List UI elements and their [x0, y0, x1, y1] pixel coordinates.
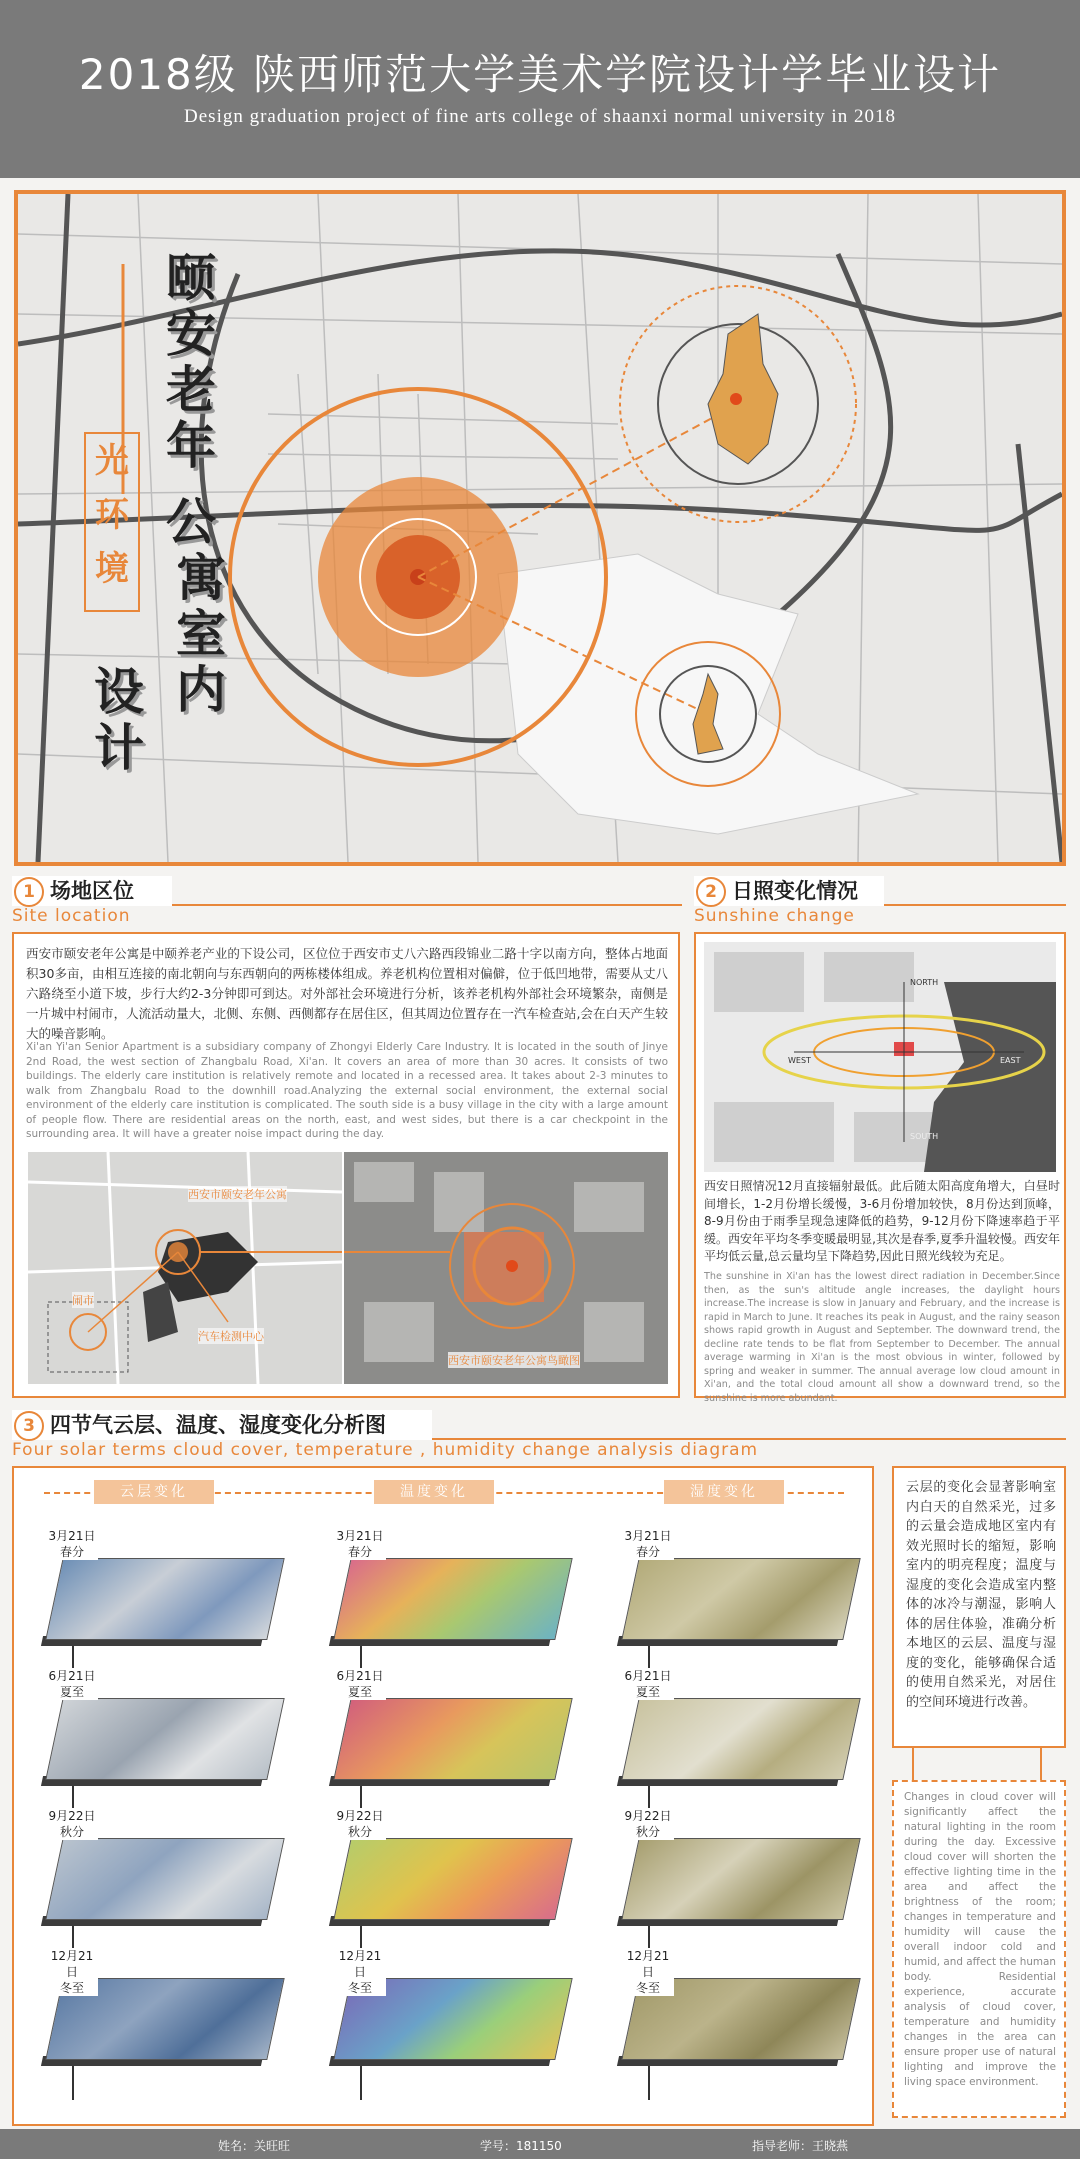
site-text-zh: 西安市颐安老年公寓是中颐养老产业的下设公司，区位位于西安市丈八六路西段锦业二路十字以南方向，整体占地面积30多亩，由相互连接的南北朝向与东西朝向的两栋楼体组成。养老机构位置相对偏僻，位于低凹地带，需要从丈八六路绕至小道下坡，步行大约2-3分钟即可到达。对外部社会环境进行分析，该养老机构外部社会环境繁杂，南侧是一片城中村闹市，人流活动量大，北侧、东侧、西侧都存在居住区，但其周边位置存在一汽车检查站,会在白天产生较大的噪音影响。 — [26, 946, 668, 1041]
site-map-image — [28, 1152, 342, 1384]
map-surface — [45, 1698, 284, 1780]
footer-advisor: 指导老师：王晓燕 — [752, 2139, 849, 2153]
solar-term-label — [334, 1948, 386, 1996]
section-rule — [172, 904, 682, 906]
note-connector — [912, 1748, 914, 1780]
page-footer — [0, 2129, 1080, 2159]
solar-term-date: 9月22日 — [48, 1809, 96, 1823]
hero-tag-box — [84, 432, 140, 612]
solar-term-name: 秋分 — [59, 1825, 84, 1839]
site-map-graphic — [28, 1152, 342, 1384]
climate-note-en-panel — [892, 1780, 1066, 2118]
solar-term-name: 秋分 — [635, 1825, 660, 1839]
climate-note-zh-panel — [892, 1466, 1066, 1748]
solar-term-date: 3月21日 — [624, 1529, 672, 1543]
footer-student-id: 学号：181150 — [480, 2139, 562, 2153]
hero-title-char: 内 — [176, 661, 226, 719]
section-title: 场地区位 — [50, 879, 134, 903]
temperature-map — [330, 1692, 566, 1788]
solar-term-label — [622, 1668, 674, 1700]
solar-term-label — [622, 1808, 674, 1840]
page-subtitle: Design graduation project of fine arts college of shaanxi normal university in 2018 — [184, 106, 896, 127]
humidity-map — [618, 1552, 854, 1648]
column-header-humidity: 湿度变化 — [664, 1480, 784, 1504]
section-site-heading — [12, 876, 172, 906]
compass-north-label: NORTH — [910, 978, 939, 987]
compass-south-label: SOUTH — [910, 1132, 939, 1141]
section-title: 日照变化情况 — [732, 879, 858, 903]
map-surface — [333, 1698, 572, 1780]
hero-title-char: 安 — [166, 305, 216, 363]
solar-term-name: 春分 — [635, 1545, 660, 1559]
solar-term-date: 6月21日 — [336, 1669, 384, 1683]
section-number-badge: 2 — [696, 877, 726, 907]
hero-design-title — [94, 664, 150, 776]
section-title: 四节气云层、温度、湿度变化分析图 — [50, 1413, 386, 1437]
hero-vertical-title — [166, 250, 222, 474]
solar-term-date: 6月21日 — [48, 1669, 96, 1683]
section-number-badge: 1 — [14, 877, 44, 907]
solar-term-date: 3月21日 — [336, 1529, 384, 1543]
hero-design-char: 计 — [94, 719, 144, 777]
humidity-map — [618, 1692, 854, 1788]
section-subtitle: Four solar terms cloud cover, temperature , humidity change analysis diagram — [12, 1440, 759, 1460]
solar-term-date: 3月21日 — [48, 1529, 96, 1543]
section-rule — [884, 904, 1066, 906]
section-subtitle: Site location — [12, 906, 131, 926]
solar-term-date: 12月21日 — [338, 1949, 382, 1979]
site-label-apartment: 西安市颐安老年公寓 — [188, 1188, 287, 1201]
solar-term-name: 春分 — [347, 1545, 372, 1559]
map-surface — [621, 1698, 860, 1780]
site-location-panel — [12, 932, 680, 1398]
sunshine-text-en: The sunshine in Xi'an has the lowest direct radiation in December.Since then, as the sun's altitude angle increases, the daylight hours increase.The increase is slow in January and February, and the increase is rapid in March to June. It reaches its peak in August, and the rainy season shows rapid growth in August and September. The downward trend, the decline rate tends to be flat from September to December. The annual average warming in Xi'an is the most obvious in winter, followed by spring and weaker in summer. The annual average low cloud amount in Xi'an, and the total cloud amount all show a downward trend, so the sunshine is more abundant. — [704, 1271, 1060, 1404]
page-header — [0, 0, 1080, 178]
solar-term-date: 9月22日 — [624, 1809, 672, 1823]
sunshine-text-zh: 西安日照情况12月直接辐射最低。此后随太阳高度角增大，白昼时间增长，1-2月份增长缓慢，3-6月份增加较快，8月份达到顶峰，8-9月份由于雨季呈现急速降低的趋势，9-12月份下降速率趋于平缓。西安年平均冬季变暖最明显,其次是春季,夏季升温较慢。西安年平均低云量,总云量均呈下降趋势,因此日照光线较为充足。 — [704, 1179, 1060, 1263]
cloud-map — [42, 1692, 278, 1788]
solar-term-date: 12月21日 — [626, 1949, 670, 1979]
map-surface — [621, 1838, 860, 1920]
temperature-map — [330, 1832, 566, 1928]
solar-term-label — [46, 1668, 98, 1700]
page-title: 2018级 陕西师范大学美术学院设计学毕业设计 — [78, 50, 1002, 99]
hero-title-char: 颐 — [166, 249, 216, 307]
column-header-cloud: 云层变化 — [94, 1480, 214, 1504]
site-label-village: 闹市 — [72, 1294, 94, 1307]
map-surface — [45, 1838, 284, 1920]
solar-term-name: 春分 — [59, 1545, 84, 1559]
compass-west-label: WEST — [788, 1056, 811, 1065]
humidity-map — [618, 1832, 854, 1928]
hero-tag-char: 环 — [95, 495, 129, 535]
map-surface — [333, 1838, 572, 1920]
hero-tag-char: 境 — [95, 549, 129, 589]
site-label-aerial: 西安市颐安老年公寓鸟瞰图 — [448, 1354, 580, 1367]
hero-title-char: 室 — [176, 605, 226, 663]
solar-term-name: 冬至 — [635, 1981, 660, 1995]
solar-term-label — [46, 1528, 98, 1560]
site-text-en: Xi'an Yi'an Senior Apartment is a subsidiary company of Zhongyi Elderly Care Industry. It is located in the south of Jinye 2nd Road, the west section of Zhangbalu Road, Xi'an. It covers an area of more than 30 acres. It consists of two buildings. The elderly care institution is relatively remote and located in a recessed area. It takes about 2-3 minutes to walk from Zhangbalu Road to the downhill road.Analyzing the external social environment, the external social environment of the elderly care institution is complicated. The south side is a busy village in the city with a large amount of people flow. There are residential areas on the north, east, and west sides, but there is a car checkpoint in the surrounding area. It will have a greater noise impact during the day. — [26, 1041, 668, 1140]
sunshine-panel — [694, 932, 1066, 1404]
solar-term-label — [334, 1808, 386, 1840]
note-connector — [1040, 1748, 1042, 1780]
solar-term-date: 6月21日 — [624, 1669, 672, 1683]
column-header-temperature: 温度变化 — [374, 1480, 494, 1504]
hero-design-char: 设 — [94, 663, 144, 721]
solar-term-name: 夏至 — [59, 1685, 84, 1699]
solar-term-label — [334, 1668, 386, 1700]
hero-vertical-title-3 — [176, 550, 232, 718]
hero-title-char: 老 — [166, 361, 216, 419]
site-label-checkpoint: 汽车检测中心 — [198, 1330, 264, 1343]
solar-term-name: 夏至 — [635, 1685, 660, 1699]
map-surface — [45, 1558, 284, 1640]
solar-term-label — [46, 1808, 98, 1840]
hero-title-char: 年 — [166, 417, 216, 475]
footer-name: 姓名：关旺旺 — [218, 2139, 291, 2153]
section-subtitle: Sunshine change — [694, 906, 855, 926]
site-aerial-graphic — [344, 1152, 668, 1384]
solar-term-name: 冬至 — [347, 1981, 372, 1995]
hero-tag-char: 光 — [95, 441, 129, 481]
hero-title-char: 公 — [166, 493, 216, 551]
hero-title-char: 寓 — [176, 549, 226, 607]
solar-term-label — [46, 1948, 98, 1996]
temperature-map — [330, 1552, 566, 1648]
solar-term-label — [622, 1528, 674, 1560]
solar-term-label — [334, 1528, 386, 1560]
cloud-map — [42, 1552, 278, 1648]
climate-analysis-panel — [12, 1466, 874, 2126]
cloud-map — [42, 1832, 278, 1928]
section-climate-heading — [12, 1410, 432, 1440]
solar-term-name: 夏至 — [347, 1685, 372, 1699]
solar-term-label — [622, 1948, 674, 1996]
solar-term-date: 12月21日 — [50, 1949, 94, 1979]
site-aerial-image — [344, 1152, 668, 1384]
section-number-badge: 3 — [14, 1411, 44, 1441]
sunshine-map-image — [704, 942, 1056, 1172]
solar-term-name: 冬至 — [59, 1981, 84, 1995]
map-surface — [333, 1558, 572, 1640]
solar-term-name: 秋分 — [347, 1825, 372, 1839]
climate-note-en: Changes in cloud cover will significantly affect the natural lighting in the room during the day. Excessive cloud cover will shorten the effective lighting time in the area and affect the brightness of the room; changes in temperature and humidity will cause the overall indoor cold and humid, and affect the human body. Residential experience, accurate analysis of cloud cover, temperature and humidity changes in the area can ensure proper use of natural lighting and improve the living space environment. — [904, 1791, 1056, 2088]
compass-east-label: EAST — [1000, 1056, 1021, 1065]
solar-term-date: 9月22日 — [336, 1809, 384, 1823]
hero-map-panel — [14, 190, 1066, 866]
climate-note-zh: 云层的变化会显著影响室内白天的自然采光，过多的云量会造成地区室内有效光照时长的缩短，影响室内的明亮程度；温度与湿度的变化会造成室内整体的冰冷与潮湿，影响人体的居住体验，准确分析本地区的云层、温度与湿度的变化，能够确保合适的使用自然采光，对居住的空间环境进行改善。 — [906, 1480, 1056, 1710]
hero-vertical-title-2 — [166, 494, 222, 550]
map-surface — [621, 1558, 860, 1640]
section-sun-heading — [694, 876, 884, 906]
